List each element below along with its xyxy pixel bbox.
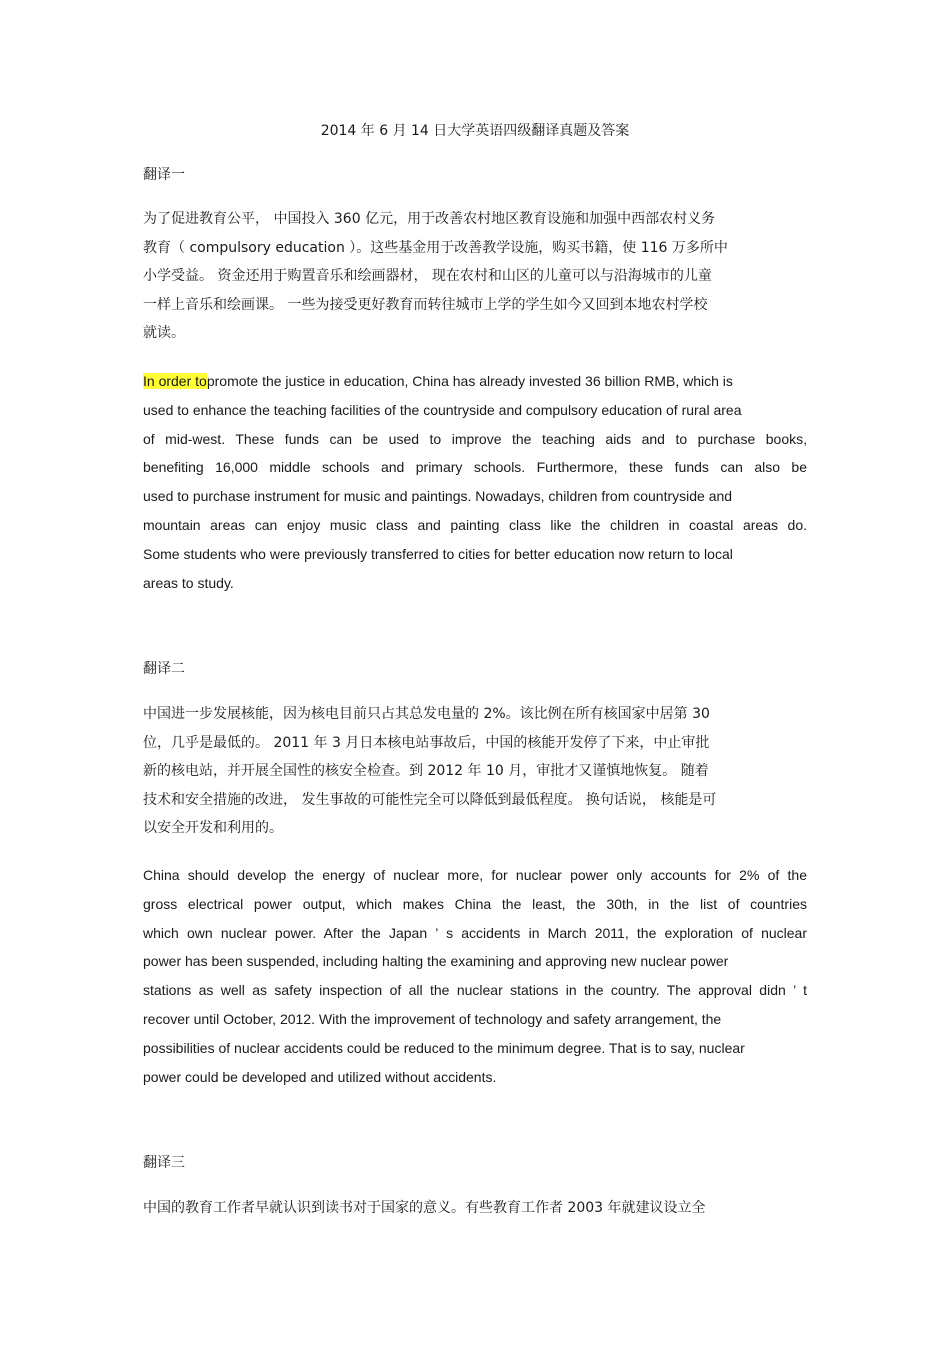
section-3-chinese-paragraph — [143, 1194, 807, 1223]
text-line: 中国进一步发展核能，因为核电目前只占其总发电量的 2%。该比例在所有核国家中居第 30 — [143, 706, 710, 722]
highlighted-text: In order to — [143, 373, 207, 389]
text-line: of mid-west. These funds can be used to improve the teaching aids and to purchase books, — [143, 430, 807, 447]
text-line: 就读。 — [143, 325, 185, 342]
text-line: 位，几乎是最低的。 2011 年 3 月日本核电站事故后，中国的核能开发停了下来，中止审批 — [143, 734, 710, 751]
text-line: used to purchase instrument for music and paintings. Nowadays, children from countryside and — [143, 488, 733, 505]
text-line: areas to study. — [143, 574, 234, 591]
section-2-chinese-paragraph — [143, 700, 807, 843]
text-line: possibilities of nuclear accidents could be reduced to the minimum degree. That is to say, nuclear — [143, 1039, 745, 1056]
text-line: which own nuclear power. After the Japan ’ s accidents in March 2011, the exploration of nuclear — [143, 924, 807, 941]
text-line: gross electrical power output, which makes China the least, the 30th, in the list of countries — [143, 895, 807, 912]
text-line: China should develop the energy of nuclear more, for nuclear power only accounts for 2% of the — [143, 867, 807, 883]
text-line: 新的核电站，并开展全国性的核安全检查。到 2012 年 10 月，审批才又谨慎地恢复。 随着 — [143, 763, 709, 780]
text-line: 为了促进教育公平， 中国投入 360 亿元，用于改善农村地区教育设施和加强中西部农村义务 — [143, 211, 716, 227]
section-2-english-paragraph — [143, 861, 807, 1091]
section-1-chinese-paragraph — [143, 205, 807, 348]
text-line: power has been suspended, including halting the examining and approving new nuclear power — [143, 953, 729, 970]
section-heading-3: 翻译三 — [143, 1155, 185, 1171]
text-line: 中国的教育工作者早就认识到读书对于国家的意义。有些教育工作者 2003 年就建议设立全 — [143, 1200, 706, 1216]
section-heading-1: 翻译一 — [143, 167, 185, 183]
text-line: 一样上音乐和绘画课。 一些为接受更好教育而转往城市上学的学生如今又回到本地农村学校 — [143, 296, 708, 313]
text-line: 以安全开发和利用的。 — [143, 820, 283, 837]
section-1-english-paragraph — [143, 367, 807, 597]
text-line: benefiting 16,000 middle schools and primary schools. Furthermore, these funds can also be — [143, 459, 807, 476]
text-line: Some students who were previously transferred to cities for better education now return to local — [143, 545, 733, 562]
text-line: recover until October, 2012. With the improvement of technology and safety arrangement, the — [143, 1010, 722, 1027]
text-line-first — [143, 367, 807, 396]
text-line: mountain areas can enjoy music class and painting class like the children in coastal areas do. — [143, 516, 807, 533]
section-heading-2: 翻译二 — [143, 661, 185, 677]
text-line: 教育（ compulsory education ）。这些基金用于改善教学设施，购买书籍，使 116 万多所中 — [143, 239, 728, 256]
page-title: 2014 年 6 月 14 日大学英语四级翻译真题及答案 — [320, 123, 630, 139]
text-line: power could be developed and utilized without accidents. — [143, 1068, 497, 1085]
text-line-rest: promote the justice in education, China has already invested 36 billion RMB, which is — [206, 373, 733, 389]
text-line: 技术和安全措施的改进， 发生事故的可能性完全可以降低到最低程度。 换句话说， 核能是可 — [143, 791, 717, 808]
text-line: 小学受益。 资金还用于购置音乐和绘画器材， 现在农村和山区的儿童可以与沿海城市的儿童 — [143, 268, 712, 285]
text-line: stations as well as safety inspection of all the nuclear stations in the country. The approval didn ’ t — [143, 982, 807, 999]
text-line: used to enhance the teaching facilities of the countryside and compulsory education of rural area — [143, 401, 742, 418]
